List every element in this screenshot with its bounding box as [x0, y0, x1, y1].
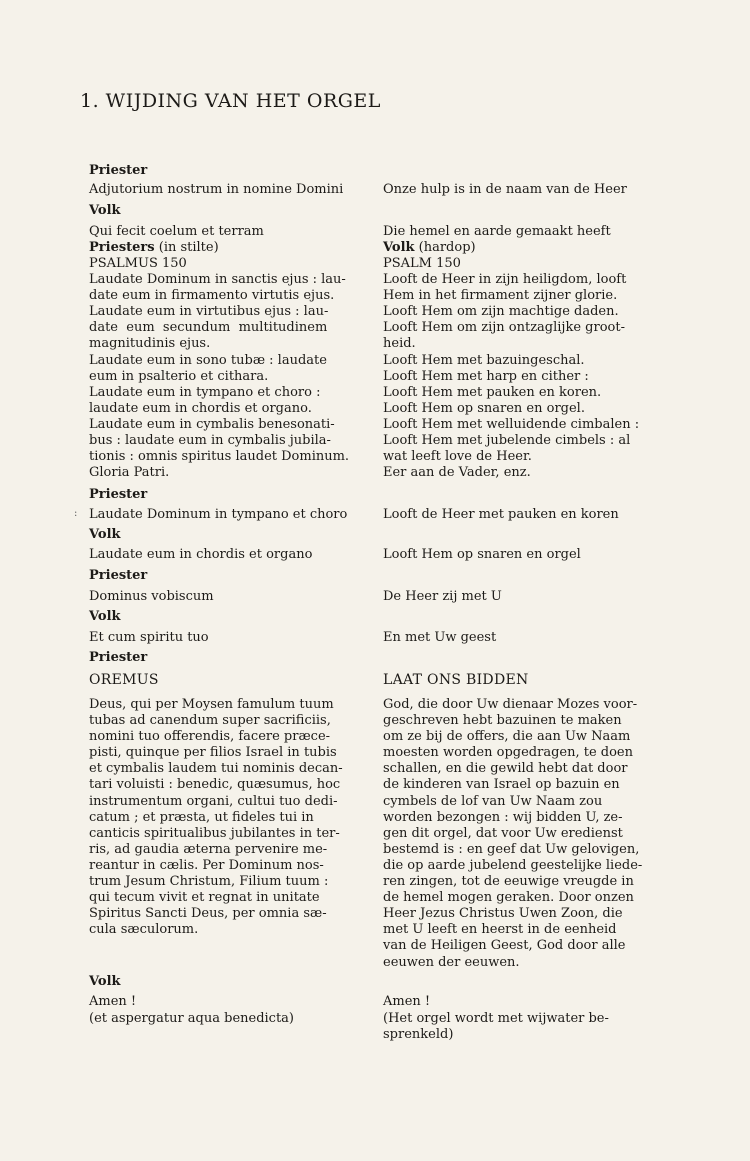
role-label-volk: Volk — [89, 203, 121, 218]
priesters-label: Priesters — [89, 240, 155, 255]
latin-line: Qui fecit coelum et terram — [89, 224, 264, 239]
volk-label: Volk — [383, 240, 415, 255]
latin-line: Laudate Dominum in tympano et choro — [89, 507, 348, 522]
dutch-line: Die hemel en aarde gemaakt heeft — [383, 224, 611, 239]
page-title: 1. WIJDING VAN HET ORGEL — [80, 90, 381, 112]
dutch-line: Onze hulp is in de naam van de Heer — [383, 182, 627, 197]
latin-line: Adjutorium nostrum in nomine Domini — [89, 182, 344, 197]
role-label-priesters — [89, 240, 219, 256]
latin-line: Dominus vobiscum — [89, 589, 214, 604]
role-label-volk: Volk — [89, 527, 121, 542]
role-label-priester: Priester — [89, 487, 148, 502]
dutch-amen: Amen ! — [383, 994, 431, 1009]
laat-ons-bidden-heading: LAAT ONS BIDDEN — [383, 672, 529, 688]
role-label-volk: Volk — [89, 609, 121, 624]
dutch-line: Looft Hem op snaren en orgel — [383, 547, 581, 562]
margin-mark: : — [74, 508, 78, 519]
dutch-line: En met Uw geest — [383, 630, 497, 645]
dutch-prayer-block: God, die door Uw dienaar Mozes voor- geschreven hebt bazuinen te maken om ze bij de offers, die aan Uw Naam moesten worden opgedragen, te doen schallen, en die gewild hebt dat door de kinderen van Israel op bazuin en cymbels de lof van Uw Naam zou worden bezongen : wij bidden U, ze- gen dit orgel, dat voor Uw eredienst bestemd is : en geef dat Uw gelovigen, die op aarde jubelend geestelijke liede- ren zingen, tot de eeuwige vreugde in de hemel mogen geraken. Door onzen Heer Jezus Christus Uwen Zoon, die met U leeft en heerst in de eenheid van de Heiligen Geest, God door alle eeuwen der eeuwen. — [383, 697, 643, 970]
dutch-line: De Heer zij met U — [383, 589, 502, 604]
dutch-line: Looft de Heer met pauken en koren — [383, 507, 619, 522]
latin-prayer-block: Deus, qui per Moysen famulum tuum tubas ad canendum super sacrificiis, nomini tuo offerendis, facere præce- pisti, quinque per filios Israel in tubis et cymbalis laudem tui nominis decan- tari voluisti : benedic, quæsumus, hoc instrumentum organi, cultui tuo dedi- catum ; et præsta, ut fideles tui in canticis spiritualibus jubilantes in ter- ris, ad gaudia æterna pervenire me- reantur in cælis. Per Dominum nos- trum Jesum Christum, Filium tuum : qui tecum vivit et regnat in unitate Spiritus Sancti Deus, per omnia sæ- cula sæculorum. — [89, 697, 343, 938]
role-label-volk — [383, 240, 655, 256]
priesters-note: (in stilte) — [154, 240, 219, 255]
volk-note: (hardop) — [414, 240, 476, 255]
latin-line: Laudate eum in chordis et organo — [89, 547, 313, 562]
latin-amen: Amen ! — [89, 994, 137, 1009]
dutch-psalm-block: PSALM 150 Looft de Heer in zijn heiligdom, looft Hem in het firmament zijner glorie. Looft Hem om zijn machtige daden. Looft Hem om zijn ontzaglijke groot- heid. Looft Hem met bazuingeschal. Looft Hem met harp en cither : Looft Hem met pauken en koren. Looft Hem op snaren en orgel. Looft Hem met welluidende cimbalen : Looft Hem met jubelende cimbels : al wat leeft love de Heer. Eer aan de Vader, enz. — [383, 256, 640, 481]
role-label-volk: Volk — [89, 974, 121, 989]
role-label-priester: Priester — [89, 163, 148, 178]
latin-rubric: (et aspergatur aqua benedicta) — [89, 1011, 295, 1026]
latin-psalm-block: PSALMUS 150 Laudate Dominum in sanctis ejus : lau- date eum in firmamento virtutis ejus. Laudate eum in virtutibus ejus : lau- date eum secundum multitudinem magnitudinis ejus. Laudate eum in sono tubæ : laudate eum in psalterio et cithara. Laudate eum in tympano et choro : laudate eum in chordis et organo. Laudate eum in cymbalis benesonati- bus : laudate eum in cymbalis jubila- tionis : omnis spiritus laudet Dominum. Gloria Patri. — [89, 256, 350, 481]
latin-line: Et cum spiritu tuo — [89, 630, 209, 645]
role-label-priester: Priester — [89, 650, 148, 665]
role-label-priester: Priester — [89, 568, 148, 583]
oremus-heading: OREMUS — [89, 672, 159, 688]
dutch-rubric: (Het orgel wordt met wijwater be- sprenkeld) — [383, 1011, 609, 1043]
